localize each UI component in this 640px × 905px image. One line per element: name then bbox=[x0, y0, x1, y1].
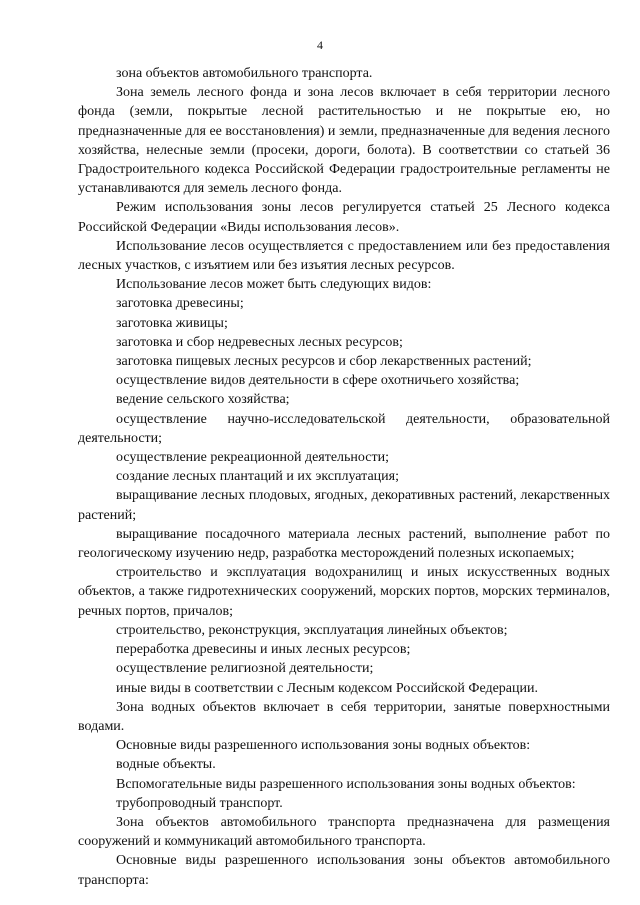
paragraph: Вспомогательные виды разрешенного использования зоны водных объектов: bbox=[116, 776, 576, 792]
list-item: выращивание лесных плодовых, ягодных, декоративных растений, лекарственных растений; bbox=[78, 488, 610, 523]
list-item: иные виды в соответствии с Лесным кодексом Российской Федерации. bbox=[116, 680, 538, 696]
list-item: переработка древесины и иных лесных ресурсов; bbox=[116, 642, 411, 658]
list-item: осуществление научно-исследовательской деятельности, образовательной деятельности; bbox=[78, 411, 610, 446]
list-item: строительство, реконструкция, эксплуатация линейных объектов; bbox=[116, 622, 508, 638]
document-body bbox=[78, 64, 610, 890]
paragraph: Основные виды разрешенного использования зоны водных объектов: bbox=[116, 738, 531, 754]
list-item: строительство и эксплуатация водохранилищ и иных искусственных водных объектов, а также гидротехнических сооружений, морских портов, морских терминалов, речных портов, причалов; bbox=[78, 565, 610, 619]
paragraph: Зона земель лесного фонда и зона лесов включает в себя территории лесного фонда (земли, покрытые лесной растительностью и не покрытые ею, но предназначенные для ее восстановления) и земли, предназначенные для ведения лесного хозяйства, нелесные земли (просеки, дороги, болота). В соответствии со статьей 36 Градостроительного кодекса Российской Федерации градостроительные регламенты не устанавливаются для земель лесного фонда. bbox=[78, 85, 610, 197]
paragraph: зона объектов автомобильного транспорта. bbox=[116, 66, 373, 81]
page-number: 4 bbox=[317, 38, 323, 52]
list-item: водные объекты. bbox=[116, 757, 216, 773]
list-item: осуществление религиозной деятельности; bbox=[116, 661, 374, 677]
paragraph: Использование лесов осуществляется с предоставлением или без предоставления лесных участков, с изъятием или без изъятия лесных ресурсов. bbox=[78, 238, 610, 274]
list-item: создание лесных плантаций и их эксплуатация; bbox=[116, 469, 399, 485]
list-item: осуществление рекреационной деятельности; bbox=[116, 450, 389, 466]
list-item: заготовка пищевых лесных ресурсов и сбор лекарственных растений; bbox=[116, 354, 532, 370]
paragraph: Зона водных объектов включает в себя территории, занятые поверхностными водами. bbox=[78, 699, 610, 734]
list-item: выращивание посадочного материала лесных растений, выполнение работ по геологическому изучению недр, разработка месторождений полезных ископаемых; bbox=[78, 526, 610, 562]
list-item: заготовка и сбор недревесных лесных ресурсов; bbox=[116, 334, 403, 350]
paragraph: Использование лесов может быть следующих видов: bbox=[116, 277, 432, 293]
list-item: заготовка живицы; bbox=[116, 315, 228, 331]
paragraph: Основные виды разрешенного использования зоны объектов автомобильного транспорта: bbox=[78, 853, 610, 888]
list-item: трубопроводный транспорт. bbox=[116, 795, 283, 811]
list-item: осуществление видов деятельности в сфере охотничьего хозяйства; bbox=[116, 373, 520, 389]
list-item: ведение сельского хозяйства; bbox=[116, 392, 290, 408]
paragraph: Режим использования зоны лесов регулируется статьей 25 Лесного кодекса Российской Федерации «Виды использования лесов». bbox=[78, 200, 610, 235]
list-item: заготовка древесины; bbox=[116, 296, 244, 312]
paragraph: Зона объектов автомобильного транспорта предназначена для размещения сооружений и коммуникаций автомобильного транспорта. bbox=[78, 814, 610, 850]
